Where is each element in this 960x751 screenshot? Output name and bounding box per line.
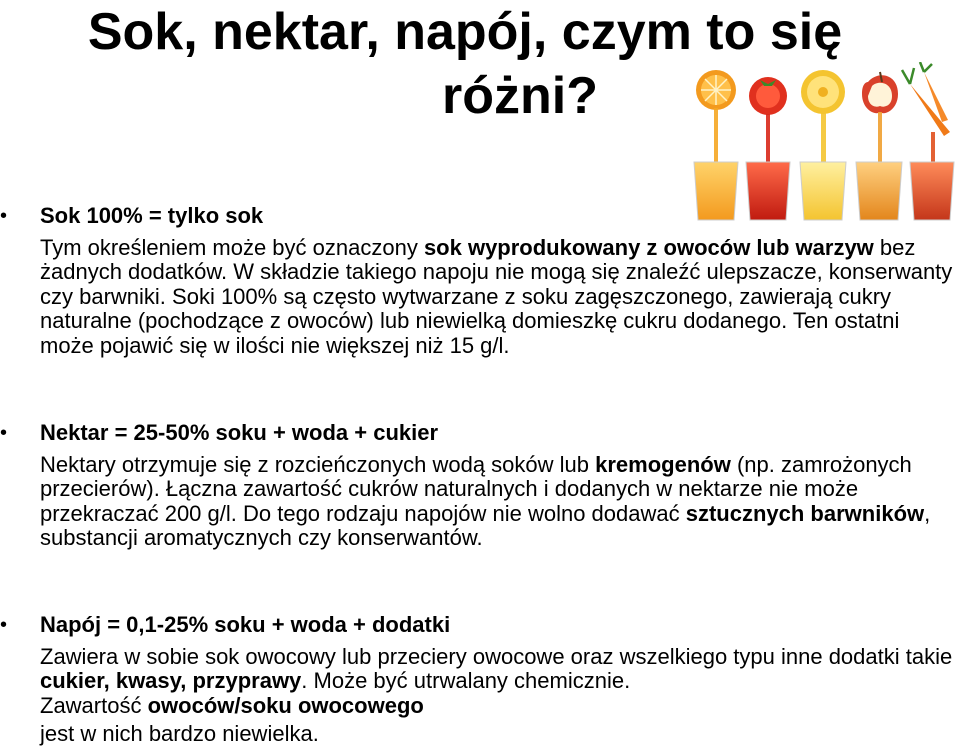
text: jest w nich bardzo niewielka.	[40, 721, 319, 746]
orange-icon	[696, 70, 736, 110]
section-body	[40, 645, 958, 747]
bullet-icon: •	[0, 422, 8, 444]
bold-text: cukier, kwasy, przyprawy	[40, 668, 302, 693]
carrot-icon	[902, 62, 950, 136]
bold-text: owoców/soku owocowego	[147, 692, 424, 718]
text: , substancji aromatycznych czy konserwantów.	[40, 500, 931, 550]
section-body	[40, 453, 958, 551]
title-line-1: Sok, nektar, napój, czym to się	[87, 3, 843, 61]
section-body	[40, 236, 958, 359]
section-heading: Nektar = 25-50% soku + woda + cukier	[40, 420, 439, 445]
section-nektar	[40, 421, 958, 551]
title-line-2: różni?	[442, 67, 598, 125]
text: Tym określeniem może być oznaczony	[40, 234, 424, 260]
text: Nektary otrzymuje się z rozcieńczonych wodą soków lub	[40, 451, 596, 477]
text: (np. zamrożonych przecierów). Łączna zawartość cukrów naturalnych i dodanych w nektarze nie może przekraczać 200 g/l. Do tego rodzaju napojów nie wolno dodawać	[40, 451, 912, 526]
bold-text: sztucznych barwników	[685, 500, 925, 526]
apple-icon	[862, 72, 898, 113]
text: . Może być utrwalany chemicznie.	[301, 668, 631, 693]
section-napoj	[40, 613, 958, 747]
juice-glasses-illustration	[688, 62, 956, 224]
bullet-icon: •	[0, 614, 8, 636]
section-sok	[40, 204, 958, 358]
section-heading: Sok 100% = tylko sok	[40, 203, 264, 228]
text: Zawartość	[40, 692, 148, 718]
bold-text: kremogenów	[595, 451, 731, 477]
tomato-icon	[749, 77, 787, 115]
text: bez żadnych dodatków. W składzie takiego napoju nie mogą się znaleźć ulepszacze, konserwanty czy barwniki. Soki 100% są często wytwarzane z soku zagęszczonego, zawierają cukry naturalne (pochodzące z owoców) lub niewielką domieszkę cukru dodanego. Ten ostatni może pojawić się w ilości nie większej niż 15 g/l.	[40, 234, 953, 358]
bullet-icon: •	[0, 205, 8, 227]
bold-text: sok wyprodukowany z owoców lub warzyw	[423, 234, 874, 260]
section-heading: Napój = 0,1-25% soku + woda + dodatki	[40, 612, 451, 637]
text: Zawiera w sobie sok owocowy lub przeciery owocowe oraz wszelkiego typu inne dodatki takie	[40, 643, 953, 669]
pineapple-icon	[801, 70, 845, 114]
